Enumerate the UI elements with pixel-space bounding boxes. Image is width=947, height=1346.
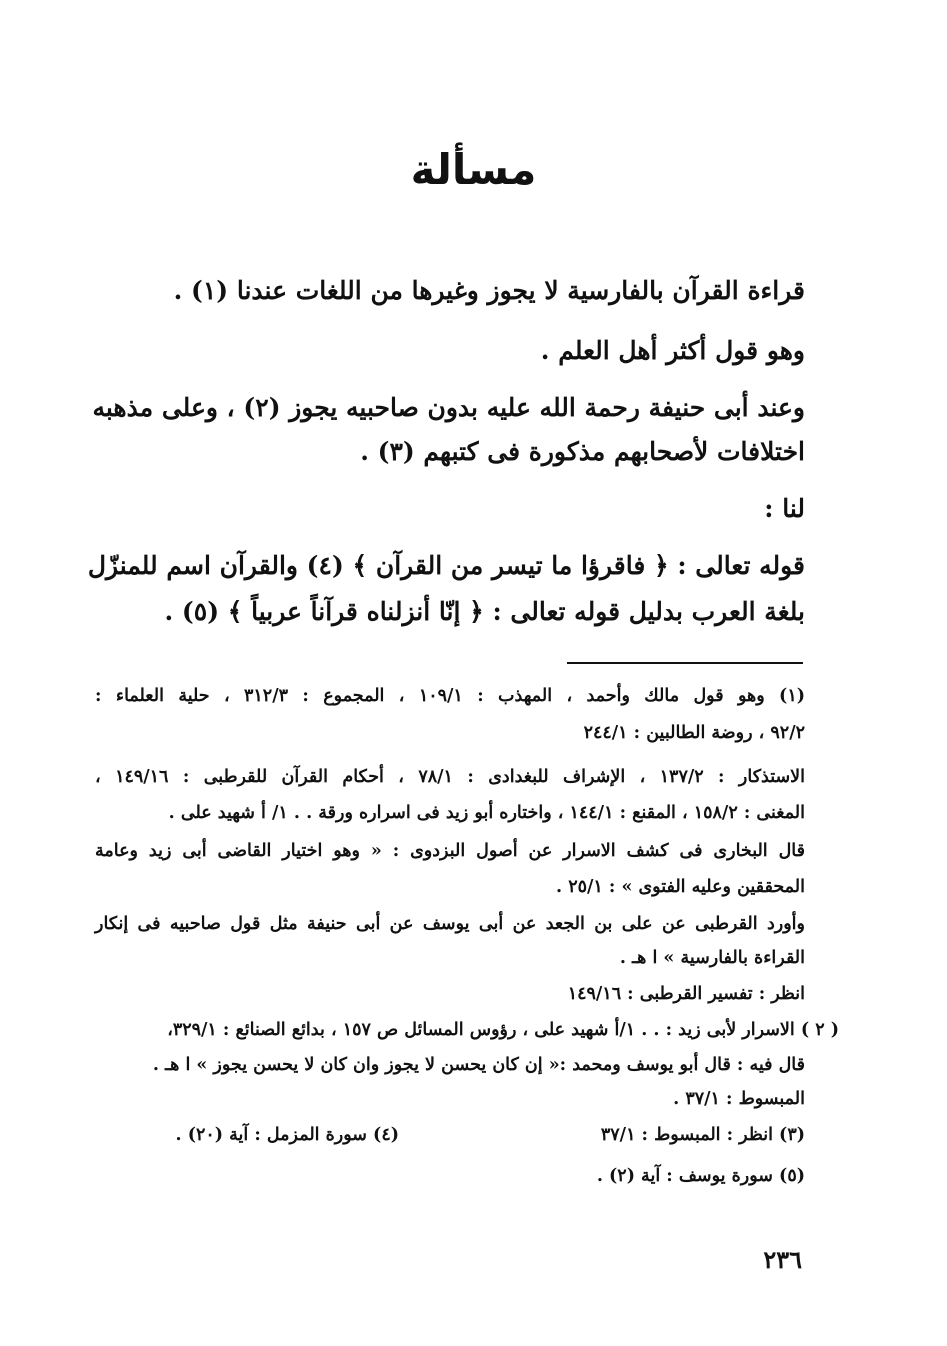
body-line-4: اختلافات لأصحابهم مذكورة فى كتبهم (٣) . xyxy=(360,437,805,466)
body-line-5: لنا : xyxy=(764,494,805,523)
footnote-line: ٩٢/٢ ، روضة الطالبين : ٢٤٤/١ xyxy=(583,723,805,743)
footnote-line: انظر : تفسير القرطبى : ١٤٩/١٦ xyxy=(567,984,805,1004)
footnote-line: وأورد القرطبى عن على بن الجعد عن أبى يوسف عن أبى حنيفة مثل قول صاحبيه فى إنكار xyxy=(95,914,805,934)
body-line-3: وعند أبى حنيفة رحمة الله عليه بدون صاحبيه يجوز (٢) ، وعلى مذهبه xyxy=(92,393,805,422)
page-title: مسألة xyxy=(410,145,537,194)
page-number: ٢٣٦ xyxy=(763,1245,802,1274)
body-line-1: قراءة القرآن بالفارسية لا يجوز وغيرها من اللغات عندنا (١) . xyxy=(173,276,805,305)
body-line-2: وهو قول أكثر أهل العلم . xyxy=(540,336,805,365)
footnote-line: (٥) سورة يوسف : آية (٢) . xyxy=(596,1166,805,1186)
footnote-line: المبسوط : ٣٧/١ . xyxy=(673,1089,805,1109)
footnote-line: (١) وهو قول مالك وأحمد ، المهذب : ١٠٩/١ ، المجموع : ٣١٢/٣ ، حلية العلماء : xyxy=(95,686,806,706)
footnote-line: المحققين وعليه الفتوى » : ٢٥/١ . xyxy=(556,877,805,897)
footnote-line: الاستذكار : ١٣٧/٢ ، الإشراف للبغدادى : ٧٨/١ ، أحكام القرآن للقرطبى : ١٤٩/١٦ ، xyxy=(95,767,805,787)
footnote-line: قال فيه : قال أبو يوسف ومحمد :« إن كان يحسن لا يجوز وان كان لا يحسن يجوز » ا هـ . xyxy=(152,1055,805,1075)
footnote-line: القراءة بالفارسية » ا هـ . xyxy=(619,948,805,968)
footnote-line: ( ٢ ) الاسرار لأبى زيد : . . ١/أ شهيد على ، رؤوس المسائل ص ١٥٧ ، بدائع الصنائع : ٣٢٩/١، xyxy=(167,1020,839,1040)
footnote-line: (٤) سورة المزمل : آية (٢٠) . xyxy=(175,1125,399,1145)
footnote-line: (٣) انظر : المبسوط : ٣٧/١ xyxy=(600,1125,805,1145)
body-line-7: بلغة العرب بدليل قوله تعالى : ﴿ إنّا أنزلناه قرآناً عربياً ﴾ (٥) . xyxy=(164,597,805,626)
footnote-line: قال البخارى فى كشف الاسرار عن أصول البزدوى : « وهو اختيار القاضى أبى زيد وعامة xyxy=(95,841,805,861)
footnote-divider xyxy=(567,662,803,664)
footnote-line: المغنى : ١٥٨/٢ ، المقنع : ١٤٤/١ ، واختاره أبو زيد فى اسراره ورقة . . ١/ أ شهيد على . xyxy=(168,803,805,823)
body-line-6: قوله تعالى : ﴿ فاقرؤا ما تيسر من القرآن ﴾ (٤) والقرآن اسم للمنزّل xyxy=(87,551,805,580)
